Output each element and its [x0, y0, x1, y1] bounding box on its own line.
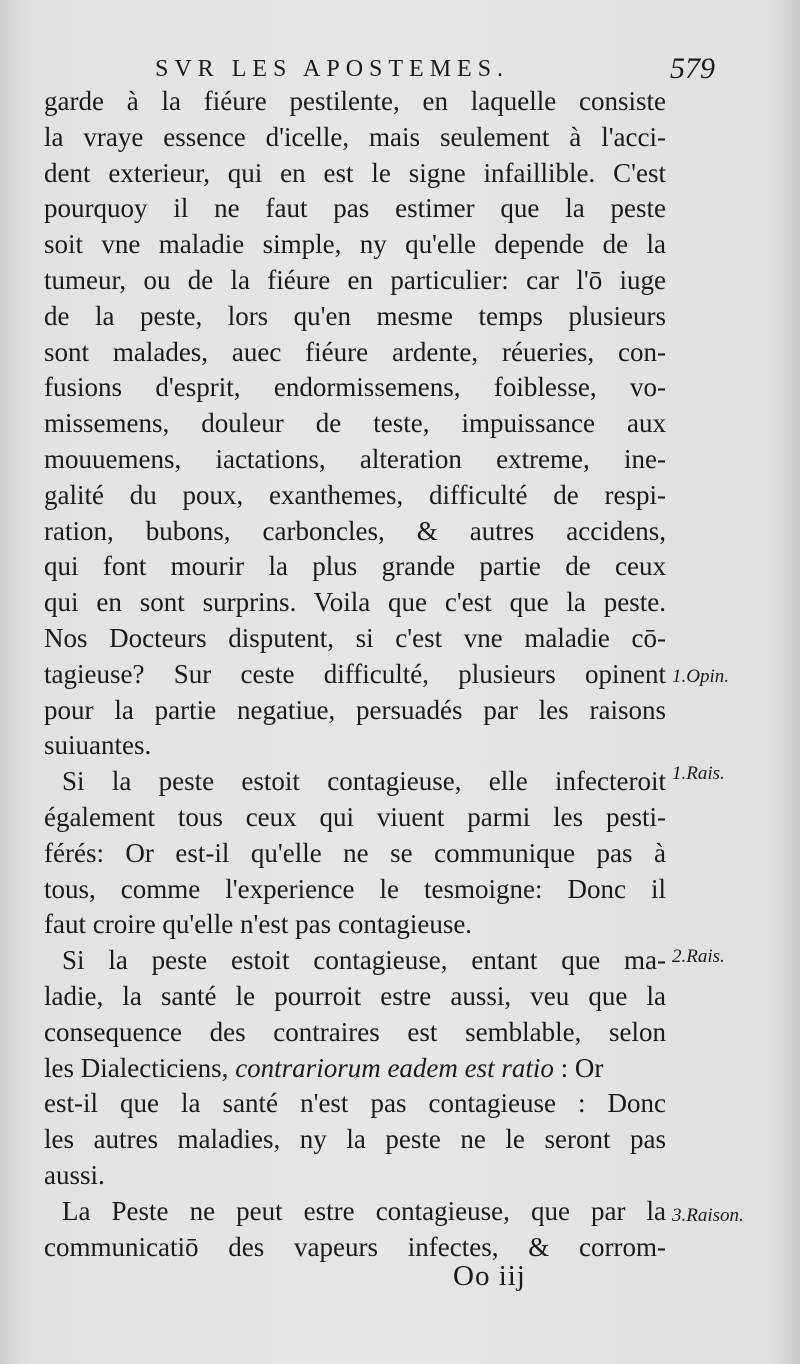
page-number: 579 — [670, 52, 715, 85]
text-line: également tous ceux qui viuent parmi les pesti- — [44, 801, 666, 832]
text-line: faut croire qu'elle n'est pas contagieuse. — [44, 909, 473, 940]
text-line: consequence des contraires est semblable, selon — [44, 1016, 666, 1047]
margin-note-raison-3: 3.Raison. — [672, 1205, 744, 1226]
text-line: aussi. — [44, 1159, 105, 1190]
text-line: qui font mourir la plus grande partie de ceux — [44, 551, 666, 582]
text-line-lead: les Dialecticiens, — [44, 1052, 236, 1083]
text-line: férés: Or est-il qu'elle ne se communique pas à — [44, 837, 666, 868]
text-line: pour la partie negatiue, persuadés par les raisons — [44, 694, 666, 725]
margin-note-raison-2: 2.Rais. — [672, 946, 725, 967]
margin-note-raison-1: 1.Rais. — [672, 763, 725, 784]
text-line: tumeur, ou de la fiéure en particulier: car l'ō iuge — [44, 264, 666, 295]
text-line: est-il que la santé n'est pas contagieuse : Donc — [44, 1088, 666, 1119]
text-line: soit vne maladie simple, ny qu'elle depende de la — [44, 229, 666, 260]
text-line: tous, comme l'experience le tesmoigne: Donc il — [44, 873, 666, 904]
text-line: garde à la fiéure pestilente, en laquelle consiste — [44, 86, 666, 116]
text-line-latin — [44, 1051, 666, 1087]
text-line: missemens, douleur de teste, impuissance aux — [44, 408, 666, 439]
text-line: ladie, la santé le pourroit estre aussi, veu que la — [44, 980, 666, 1011]
latin-quote: contrariorum eadem est ratio — [235, 1052, 554, 1083]
text-line-tail: : Or — [553, 1052, 604, 1083]
text-line: la vraye essence d'icelle, mais seulement à l'acci- — [44, 121, 666, 152]
text-line: qui en sont surprins. Voila que c'est que la peste. — [44, 587, 666, 618]
text-line: les autres maladies, ny la peste ne le seront pas — [44, 1124, 666, 1155]
text-line: tagieuse? Sur ceste difficulté, plusieurs opinent — [44, 658, 666, 689]
text-line: galité du poux, exanthemes, difficulté de respi- — [44, 479, 666, 510]
text-line: suiuantes. — [44, 730, 152, 761]
margin-note-opinion-1: 1.Opin. — [672, 666, 729, 687]
text-line: Si la peste estoit contagieuse, entant que ma- — [62, 945, 666, 976]
text-line: Si la peste estoit contagieuse, elle infecteroit — [62, 766, 666, 797]
text-line: La Peste ne peut estre contagieuse, que par la — [62, 1195, 666, 1226]
text-line: fusions d'esprit, endormissemens, foiblesse, vo- — [44, 372, 666, 403]
signature-mark: Oo iij — [453, 1260, 526, 1292]
text-line: mouuemens, iactations, alteration extreme, ine- — [44, 443, 666, 474]
text-line: ration, bubons, carboncles, & autres accidens, — [44, 515, 666, 546]
running-head: SVR LES APOSTEMES. — [155, 56, 510, 82]
text-line: dent exterieur, qui en est le signe infaillible. C'est — [44, 157, 666, 188]
text-line: de la peste, lors qu'en mesme temps plusieurs — [44, 300, 666, 331]
text-line: sont malades, auec fiéure ardente, réueries, con- — [44, 336, 666, 367]
text-line: pourquoy il ne faut pas estimer que la peste — [44, 193, 666, 224]
text-line: Nos Docteurs disputent, si c'est vne maladie cō- — [44, 622, 666, 653]
body-text — [44, 84, 666, 1265]
text-line: communicatiō des vapeurs infectes, & corrom- — [44, 1231, 666, 1262]
